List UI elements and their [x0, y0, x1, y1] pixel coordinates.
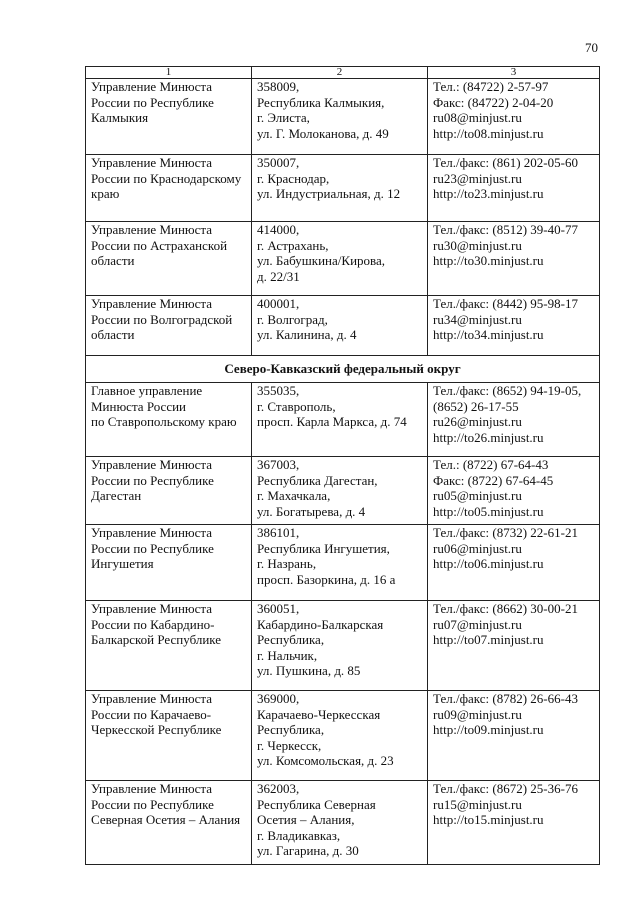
column-number-1: 1: [86, 67, 252, 79]
column-number-2: 2: [252, 67, 428, 79]
column-number-3: 3: [428, 67, 600, 79]
table-row: [86, 525, 600, 601]
office-address: 414000, г. Астрахань, ул. Бабушкина/Кирова, д. 22/31: [252, 222, 428, 296]
table-row: [86, 296, 600, 356]
office-address: 367003, Республика Дагестан, г. Махачкала, ул. Богатырева, д. 4: [252, 457, 428, 525]
office-name: Управление Минюста России по Кабардино- Балкарской Республике: [86, 601, 252, 691]
table-row: [86, 222, 600, 296]
office-contacts: Тел./факс: (8672) 25-36-76 ru15@minjust.ru http://to15.minjust.ru: [428, 781, 600, 865]
office-address: 358009, Республика Калмыкия, г. Элиста, ул. Г. Молоканова, д. 49: [252, 79, 428, 155]
office-contacts: Тел.: (84722) 2-57-97 Факс: (84722) 2-04-20 ru08@minjust.ru http://to08.minjust.ru: [428, 79, 600, 155]
office-name: Управление Минюста России по Республике Калмыкия: [86, 79, 252, 155]
office-contacts: Тел./факс: (8442) 95-98-17 ru34@minjust.ru http://to34.minjust.ru: [428, 296, 600, 356]
office-address: 386101, Республика Ингушетия, г. Назрань, просп. Базоркина, д. 16 а: [252, 525, 428, 601]
office-address: 369000, Карачаево-Черкесская Республика, г. Черкесск, ул. Комсомольская, д. 23: [252, 691, 428, 781]
table-row: [86, 781, 600, 865]
office-name: Управление Минюста России по Карачаево- Черкесской Республике: [86, 691, 252, 781]
column-number-row: [86, 67, 600, 79]
table-row: [86, 457, 600, 525]
office-name: Управление Минюста России по Республике Северная Осетия – Алания: [86, 781, 252, 865]
office-contacts: Тел./факс: (8732) 22-61-21 ru06@minjust.ru http://to06.minjust.ru: [428, 525, 600, 601]
office-name: Управление Минюста России по Астраханской области: [86, 222, 252, 296]
office-contacts: Тел./факс: (8512) 39-40-77 ru30@minjust.ru http://to30.minjust.ru: [428, 222, 600, 296]
office-contacts: Тел./факс: (8782) 26-66-43 ru09@minjust.ru http://to09.minjust.ru: [428, 691, 600, 781]
table-row: [86, 691, 600, 781]
office-contacts: Тел./факс: (861) 202-05-60 ru23@minjust.ru http://to23.minjust.ru: [428, 155, 600, 222]
section-heading: Северо-Кавказский федеральный округ: [86, 356, 600, 383]
office-address: 350007, г. Краснодар, ул. Индустриальная, д. 12: [252, 155, 428, 222]
table-row: [86, 601, 600, 691]
office-name: Управление Минюста России по Республике Дагестан: [86, 457, 252, 525]
table-row: [86, 79, 600, 155]
office-contacts: Тел./факс: (8662) 30-00-21 ru07@minjust.ru http://to07.minjust.ru: [428, 601, 600, 691]
office-contacts: Тел.: (8722) 67-64-43 Факс: (8722) 67-64-45 ru05@minjust.ru http://to05.minjust.ru: [428, 457, 600, 525]
directory-table: [85, 66, 600, 865]
table-row: [86, 383, 600, 457]
office-address: 360051, Кабардино-Балкарская Республика, г. Нальчик, ул. Пушкина, д. 85: [252, 601, 428, 691]
office-name: Управление Минюста России по Волгоградской области: [86, 296, 252, 356]
page-number: 70: [585, 40, 598, 55]
office-address: 400001, г. Волгоград, ул. Калинина, д. 4: [252, 296, 428, 356]
table-row: [86, 155, 600, 222]
office-name: Главное управление Минюста России по Ставропольскому краю: [86, 383, 252, 457]
office-address: 362003, Республика Северная Осетия – Алания, г. Владикавказ, ул. Гагарина, д. 30: [252, 781, 428, 865]
office-contacts: Тел./факс: (8652) 94-19-05, (8652) 26-17-55 ru26@minjust.ru http://to26.minjust.ru: [428, 383, 600, 457]
office-name: Управление Минюста России по Краснодарскому краю: [86, 155, 252, 222]
office-address: 355035, г. Ставрополь, просп. Карла Маркса, д. 74: [252, 383, 428, 457]
section-heading-row: [86, 356, 600, 383]
office-name: Управление Минюста России по Республике Ингушетия: [86, 525, 252, 601]
